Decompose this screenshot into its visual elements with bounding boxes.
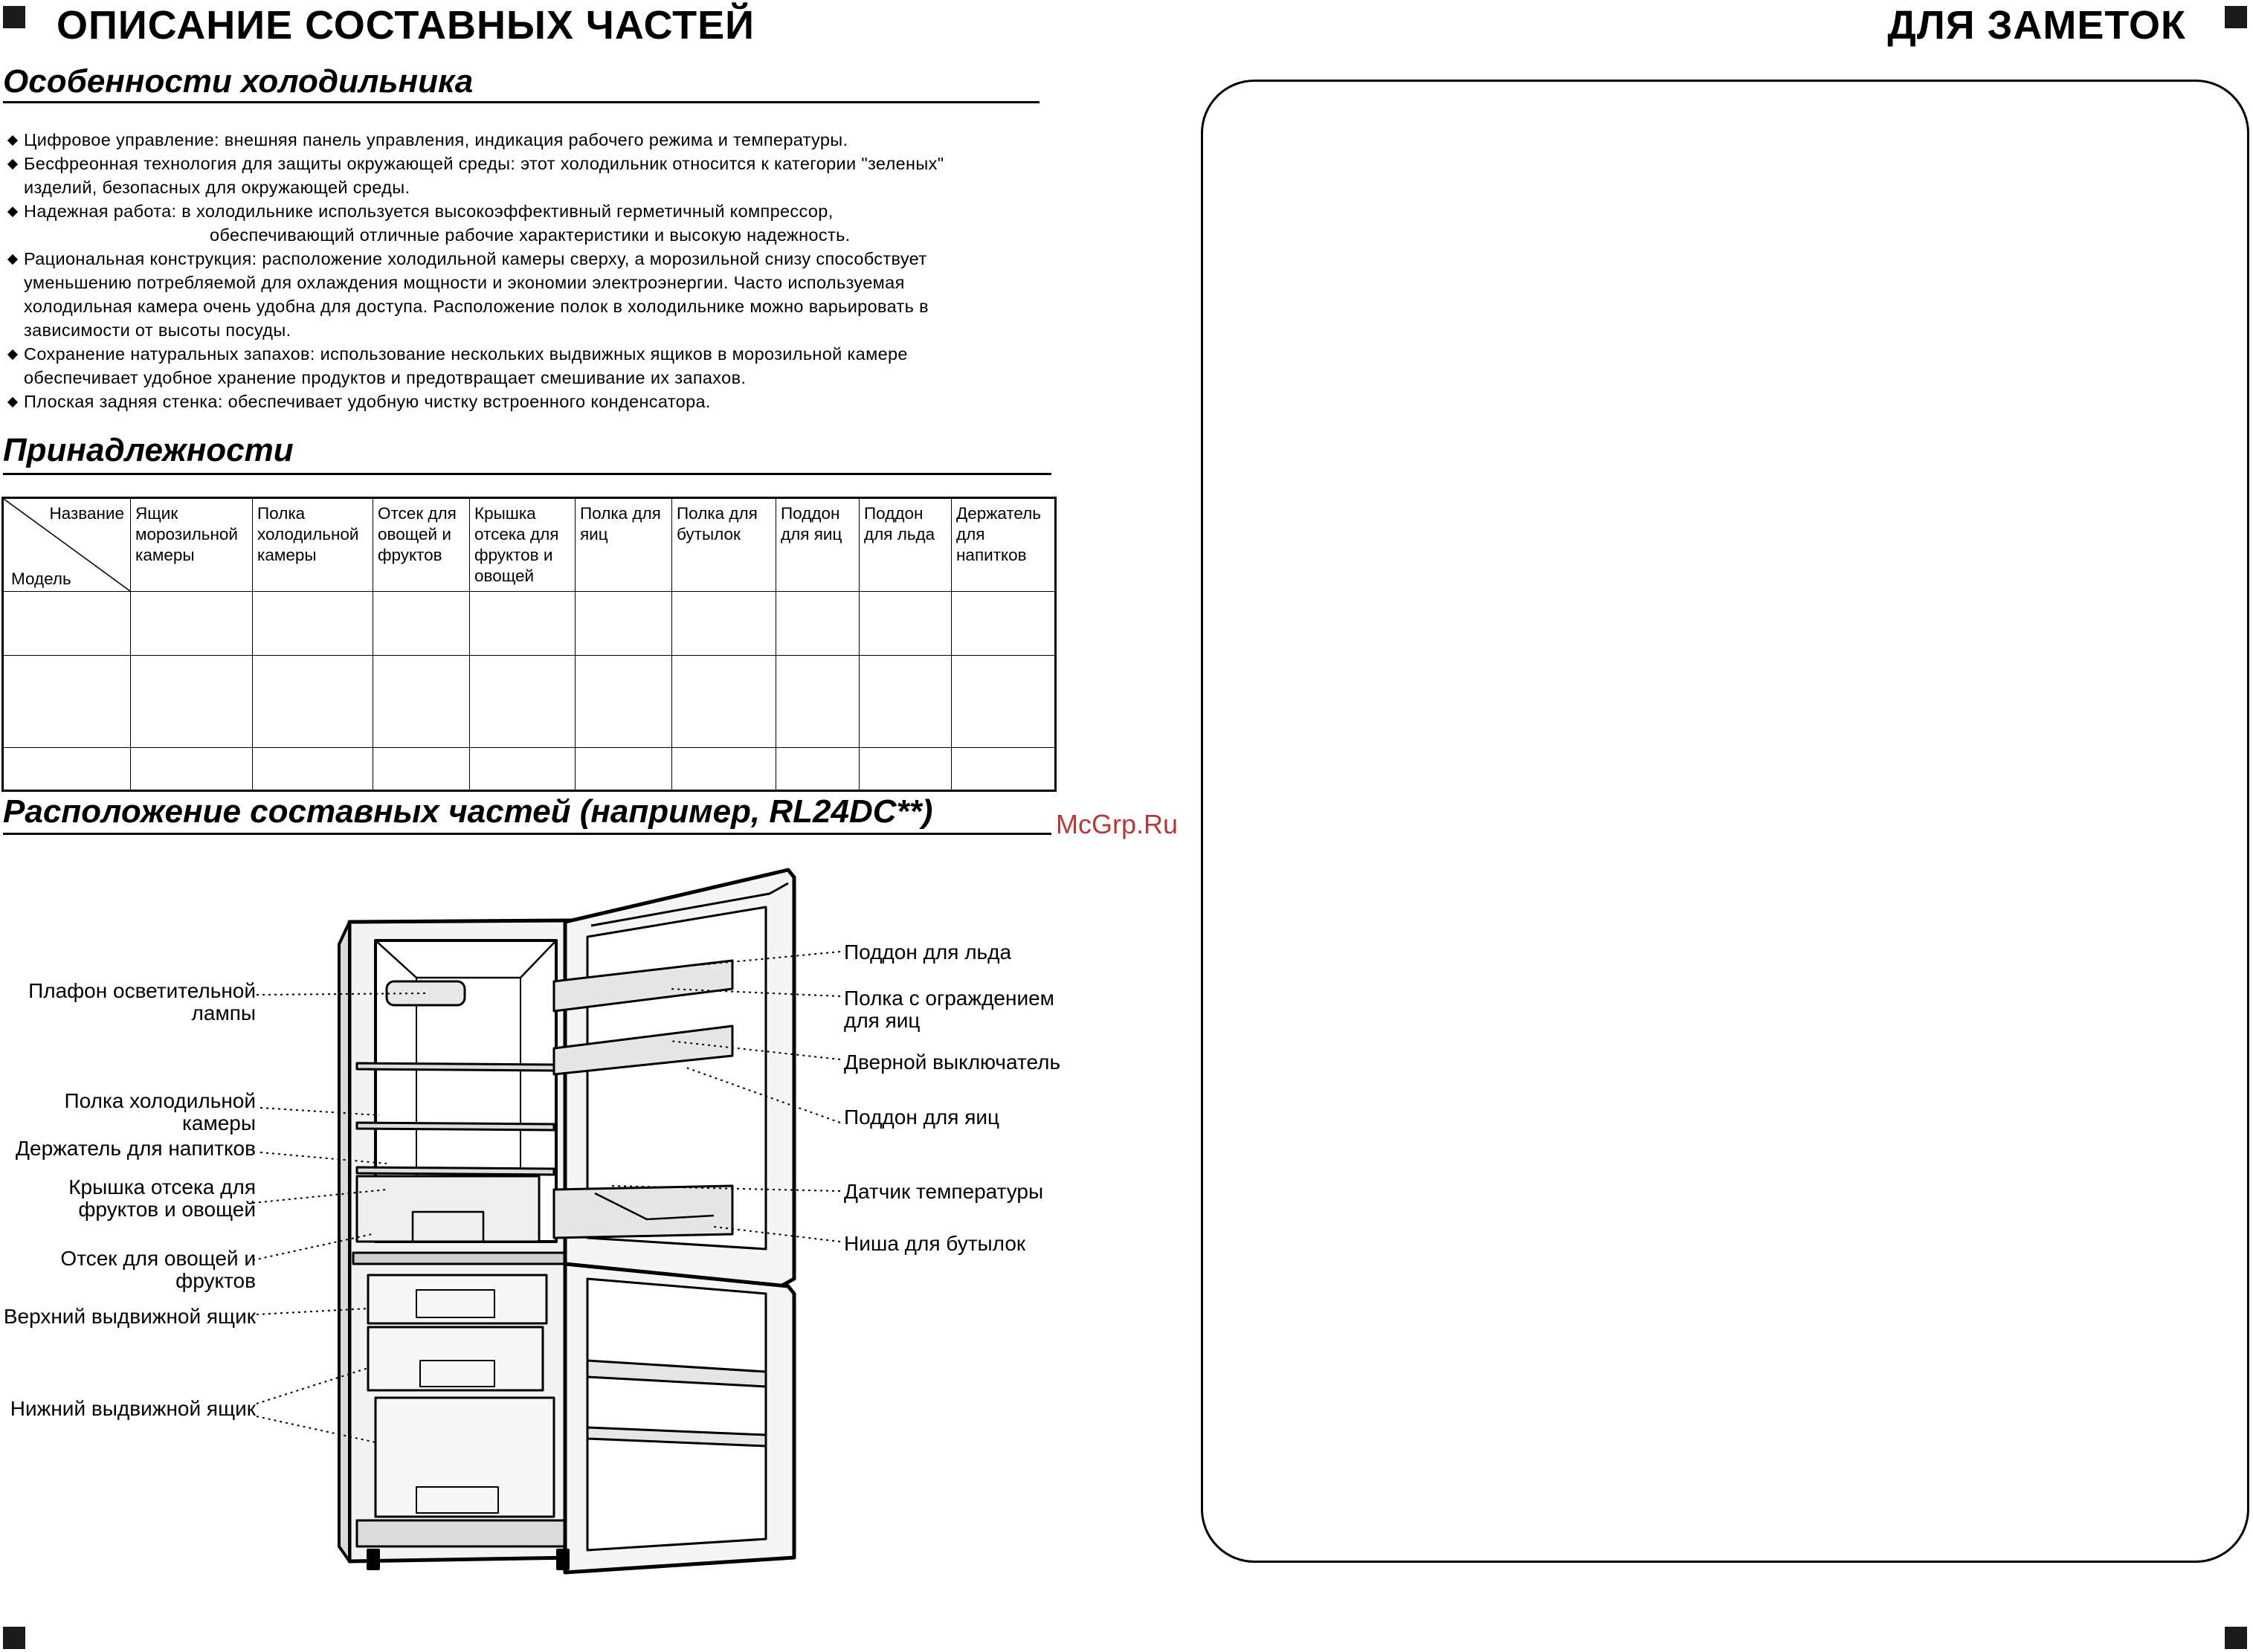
column-header: Полка холодильной камеры xyxy=(253,498,373,592)
callout-door-switch: Дверной выключатель xyxy=(844,1051,1061,1074)
callout-bottle-niche: Ниша для бутылок xyxy=(844,1232,1026,1255)
column-header: Поддон для яиц xyxy=(776,498,860,592)
callout-crisper: Отсек для овощей и фруктов xyxy=(60,1247,256,1292)
column-header: Крышка отсека для фруктов и овощей xyxy=(470,498,576,592)
column-header: Отсек для овощей и фруктов xyxy=(373,498,470,592)
name-header-label: Название xyxy=(49,504,124,523)
column-header: Полка для яиц xyxy=(576,498,672,592)
callout-drink-holder: Держатель для напитков xyxy=(16,1137,256,1160)
callout-temp-sensor: Датчик температуры xyxy=(844,1180,1044,1203)
watermark: McGrp.Ru xyxy=(1056,809,1179,839)
accessories-table xyxy=(1,497,1057,792)
accessories-title-rule xyxy=(3,473,1051,475)
column-header: Поддон для льда xyxy=(860,498,952,592)
table-row xyxy=(3,748,1056,791)
callout-upper-drawer: Верхний выдвижной ящик xyxy=(3,1305,256,1328)
callout-lamp-cover: Плафон осветительной лампы xyxy=(28,979,256,1025)
feature-item: Рациональная конструкция: расположение холодильной камеры сверху, а морозильной снизу способствует уменьшению потребляемой для охлаждения мощности и экономии электроэнергии. Часто используемая холодильная камера очень удобна для доступа. Расположение полок в холодильнике можно варьировать в зависимости от высоты посуды. xyxy=(7,247,1063,342)
features-title-rule xyxy=(3,101,1040,103)
page-title-left: ОПИСАНИЕ СОСТАВНЫХ ЧАСТЕЙ xyxy=(57,3,755,48)
table-row xyxy=(3,592,1056,656)
features-list xyxy=(7,128,1063,413)
layout-title: Расположение составных частей (например, RL24DC**) xyxy=(3,793,933,830)
feature-item: Надежная работа: в холодильнике используется высокоэффективный герметичный компрессор, обеспечивающий отличные рабочие характеристики и высокую надежность. xyxy=(7,199,1063,247)
corner-marker xyxy=(2225,1627,2247,1649)
column-header: Ящик морозильной камеры xyxy=(131,498,253,592)
callout-fridge-shelf: Полка холодильной камеры xyxy=(64,1089,256,1135)
layout-title-rule xyxy=(3,833,1051,835)
model-header-label: Модель xyxy=(11,570,71,588)
page-title-right: ДЛЯ ЗАМЕТОК xyxy=(1887,3,2186,48)
corner-marker xyxy=(3,1627,25,1649)
feature-item: Сохранение натуральных запахов: использование нескольких выдвижных ящиков в морозильной камере обеспечивает удобное хранение продуктов и предотвращает смешивание их запахов. xyxy=(7,342,1063,390)
feature-item: Бесфреонная технология для защиты окружающей среды: этот холодильник относится к категории "зеленых" изделий, безопасных для окружающей среды. xyxy=(7,152,1063,199)
callout-lower-drawer: Нижний выдвижной ящик xyxy=(10,1397,256,1420)
feature-item: Цифровое управление: внешняя панель управления, индикация рабочего режима и температуры. xyxy=(7,128,1063,152)
corner-marker xyxy=(3,6,25,28)
corner-marker xyxy=(2225,6,2247,28)
corner-header-cell xyxy=(3,498,131,592)
notes-area xyxy=(1201,80,2249,1563)
features-title: Особенности холодильника xyxy=(3,63,474,100)
callout-egg-shelf: Полка с ограждением для яиц xyxy=(844,987,1054,1032)
callout-ice-tray: Поддон для льда xyxy=(844,940,1012,964)
column-header: Держатель для напитков xyxy=(952,498,1056,592)
column-header: Полка для бутылок xyxy=(672,498,776,592)
callout-egg-tray: Поддон для яиц xyxy=(844,1106,1000,1129)
accessories-title: Принадлежности xyxy=(3,432,294,468)
callout-crisper-cover: Крышка отсека для фруктов и овощей xyxy=(68,1175,256,1221)
feature-item: Плоская задняя стенка: обеспечивает удобную чистку встроенного конденсатора. xyxy=(7,390,1063,413)
table-row xyxy=(3,656,1056,748)
